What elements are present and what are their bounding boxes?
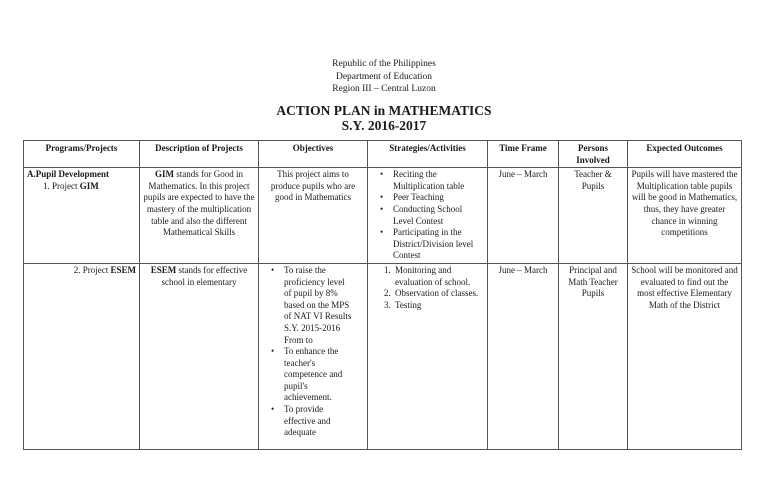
program-name: ESEM <box>110 264 136 275</box>
description-acronym: ESEM <box>150 264 177 275</box>
school-year: S.Y. 2016-2017 <box>341 117 427 133</box>
header-region: Region III – Central Luzon <box>332 84 436 94</box>
table-header-row <box>24 141 742 168</box>
strategies-list <box>371 169 484 262</box>
time-frame-cell: June – March <box>488 263 559 449</box>
action-plan-table <box>23 140 742 450</box>
description-text: stands for effective school in elementary <box>161 264 248 287</box>
col-header-objectives: Objectives <box>259 141 368 168</box>
objectives-list <box>262 265 364 439</box>
table-row <box>24 168 742 264</box>
program-cell <box>24 263 140 449</box>
list-item: 2. Observation of classes. <box>393 288 484 300</box>
objectives-cell: This project aims to produce pupils who are good in Mathematics <box>259 168 368 264</box>
program-number: 1. Project <box>43 180 80 191</box>
list-item: • To raise the proficiency level of pupil by 8% based on the MPS of NAT VI Results S.Y. 2015-2016 From to <box>284 265 354 346</box>
col-header-outcomes: Expected Outcomes <box>628 141 742 168</box>
strategies-cell <box>368 168 488 264</box>
strategies-list <box>371 265 484 311</box>
persons-cell: Teacher & Pupils <box>559 168 628 264</box>
persons-cell: Principal and Math Teacher Pupils <box>559 263 628 449</box>
list-item: • To enhance the teacher's competence and pupil's achievement. <box>284 346 354 404</box>
time-frame-cell: June – March <box>488 168 559 264</box>
list-item: • Reciting the Multiplication table <box>393 169 484 192</box>
col-header-description: Description of Projects <box>140 141 259 168</box>
document-title: ACTION PLAN in MATHEMATICS <box>276 102 492 118</box>
list-item: 3. Testing <box>393 300 484 312</box>
header-department: Department of Education <box>335 71 433 82</box>
list-item: • Conducting School Level Contest <box>393 204 484 227</box>
list-item: • Participating in the District/Division level Contest <box>393 227 484 262</box>
col-header-time-frame: Time Frame <box>488 141 559 168</box>
program-name: GIM <box>79 180 99 191</box>
section-label: A.Pupil Development <box>27 169 109 180</box>
list-item: • Peer Teaching <box>393 192 484 204</box>
objectives-cell <box>259 263 368 449</box>
description-cell <box>140 168 259 264</box>
list-item: • To provide effective and adequate <box>284 404 354 439</box>
col-header-programs: Programs/Projects <box>24 141 140 168</box>
program-number: 2. Project <box>73 264 111 275</box>
document-header <box>0 58 768 133</box>
outcomes-cell: School will be monitored and evaluated to find out the most effective Elementary Math of the District <box>628 263 742 449</box>
col-header-persons: Persons Involved <box>559 141 628 168</box>
list-item: 1. Monitoring and evaluation of school. <box>393 265 484 288</box>
strategies-cell <box>368 263 488 449</box>
program-label <box>27 181 136 193</box>
table-row <box>24 263 742 449</box>
description-text: stands for Good in Mathematics. In this project pupils are expected to have the mastery of the multiplication table and also the different Mathematical Skills <box>143 169 255 238</box>
description-acronym: GIM <box>155 169 174 180</box>
header-republic: Republic of the Philippines <box>332 59 436 69</box>
outcomes-cell: Pupils will have mastered the Multiplication table pupils will be good in Mathematics, thus, they have greater chance in winning competitions <box>628 168 742 264</box>
col-header-strategies: Strategies/Activities <box>368 141 488 168</box>
program-cell <box>24 168 140 264</box>
description-cell <box>140 263 259 449</box>
